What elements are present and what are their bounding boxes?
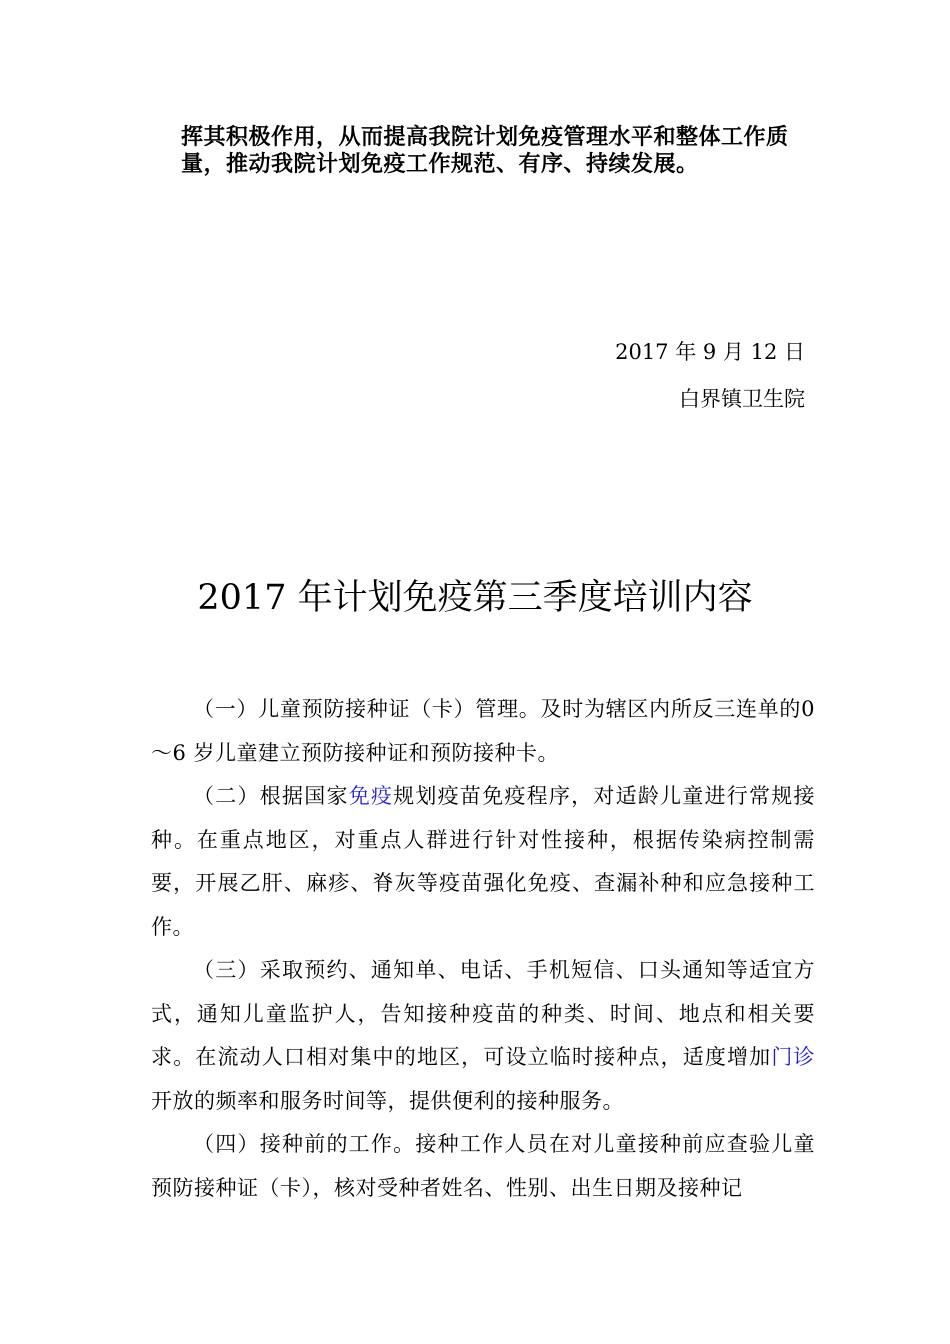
paragraph-3-text-after: 开放的频率和服务时间等，提供便利的接种服务。	[151, 1088, 624, 1113]
document-body	[151, 688, 815, 1210]
paragraph-3	[151, 949, 815, 1123]
intro-line-2: 量，推动我院计划免疫工作规范、有序、持续发展。	[181, 151, 699, 177]
signature-date: 2017 年 9 月 12 日	[615, 340, 805, 364]
paragraph-4: （四）接种前的工作。接种工作人员在对儿童接种前应查验儿童预防接种证（卡），核对受种者姓名、性别、出生日期及接种记	[151, 1132, 815, 1200]
intro-paragraph	[181, 124, 811, 178]
intro-line-1: 挥其积极作用，从而提高我院计划免疫管理水平和整体工作质	[181, 124, 789, 150]
paragraph-3-text-before: （三）采取预约、通知单、电话、手机短信、口头通知等适宜方式，通知儿童监护人，告知接种疫苗的种类、时间、地点和相关要求。在流动人口相对集中的地区，可设立临时接种点，适度增加	[151, 958, 815, 1069]
paragraph-2-text-before: （二）根据国家	[193, 784, 349, 808]
immunization-link[interactable]: 免疫	[348, 784, 394, 808]
clinic-link[interactable]: 门诊	[771, 1045, 815, 1069]
paragraph-2	[151, 775, 815, 949]
paragraph-1: （一）儿童预防接种证（卡）管理。及时为辖区内所反三连单的0～6 岁儿童建立预防接种证和预防接种卡。	[151, 697, 815, 765]
paragraph-2-text-after: 规划疫苗免疫程序，对适龄儿童进行常规接种。在重点地区，对重点人群进行针对性接种，根据传染病控制需要，开展乙肝、麻疹、脊灰等疫苗强化免疫、查漏补种和应急接种工作。	[151, 784, 816, 939]
signature-organization: 白界镇卫生院	[679, 387, 805, 411]
document-title: 2017 年计划免疫第三季度培训内容	[197, 578, 753, 618]
